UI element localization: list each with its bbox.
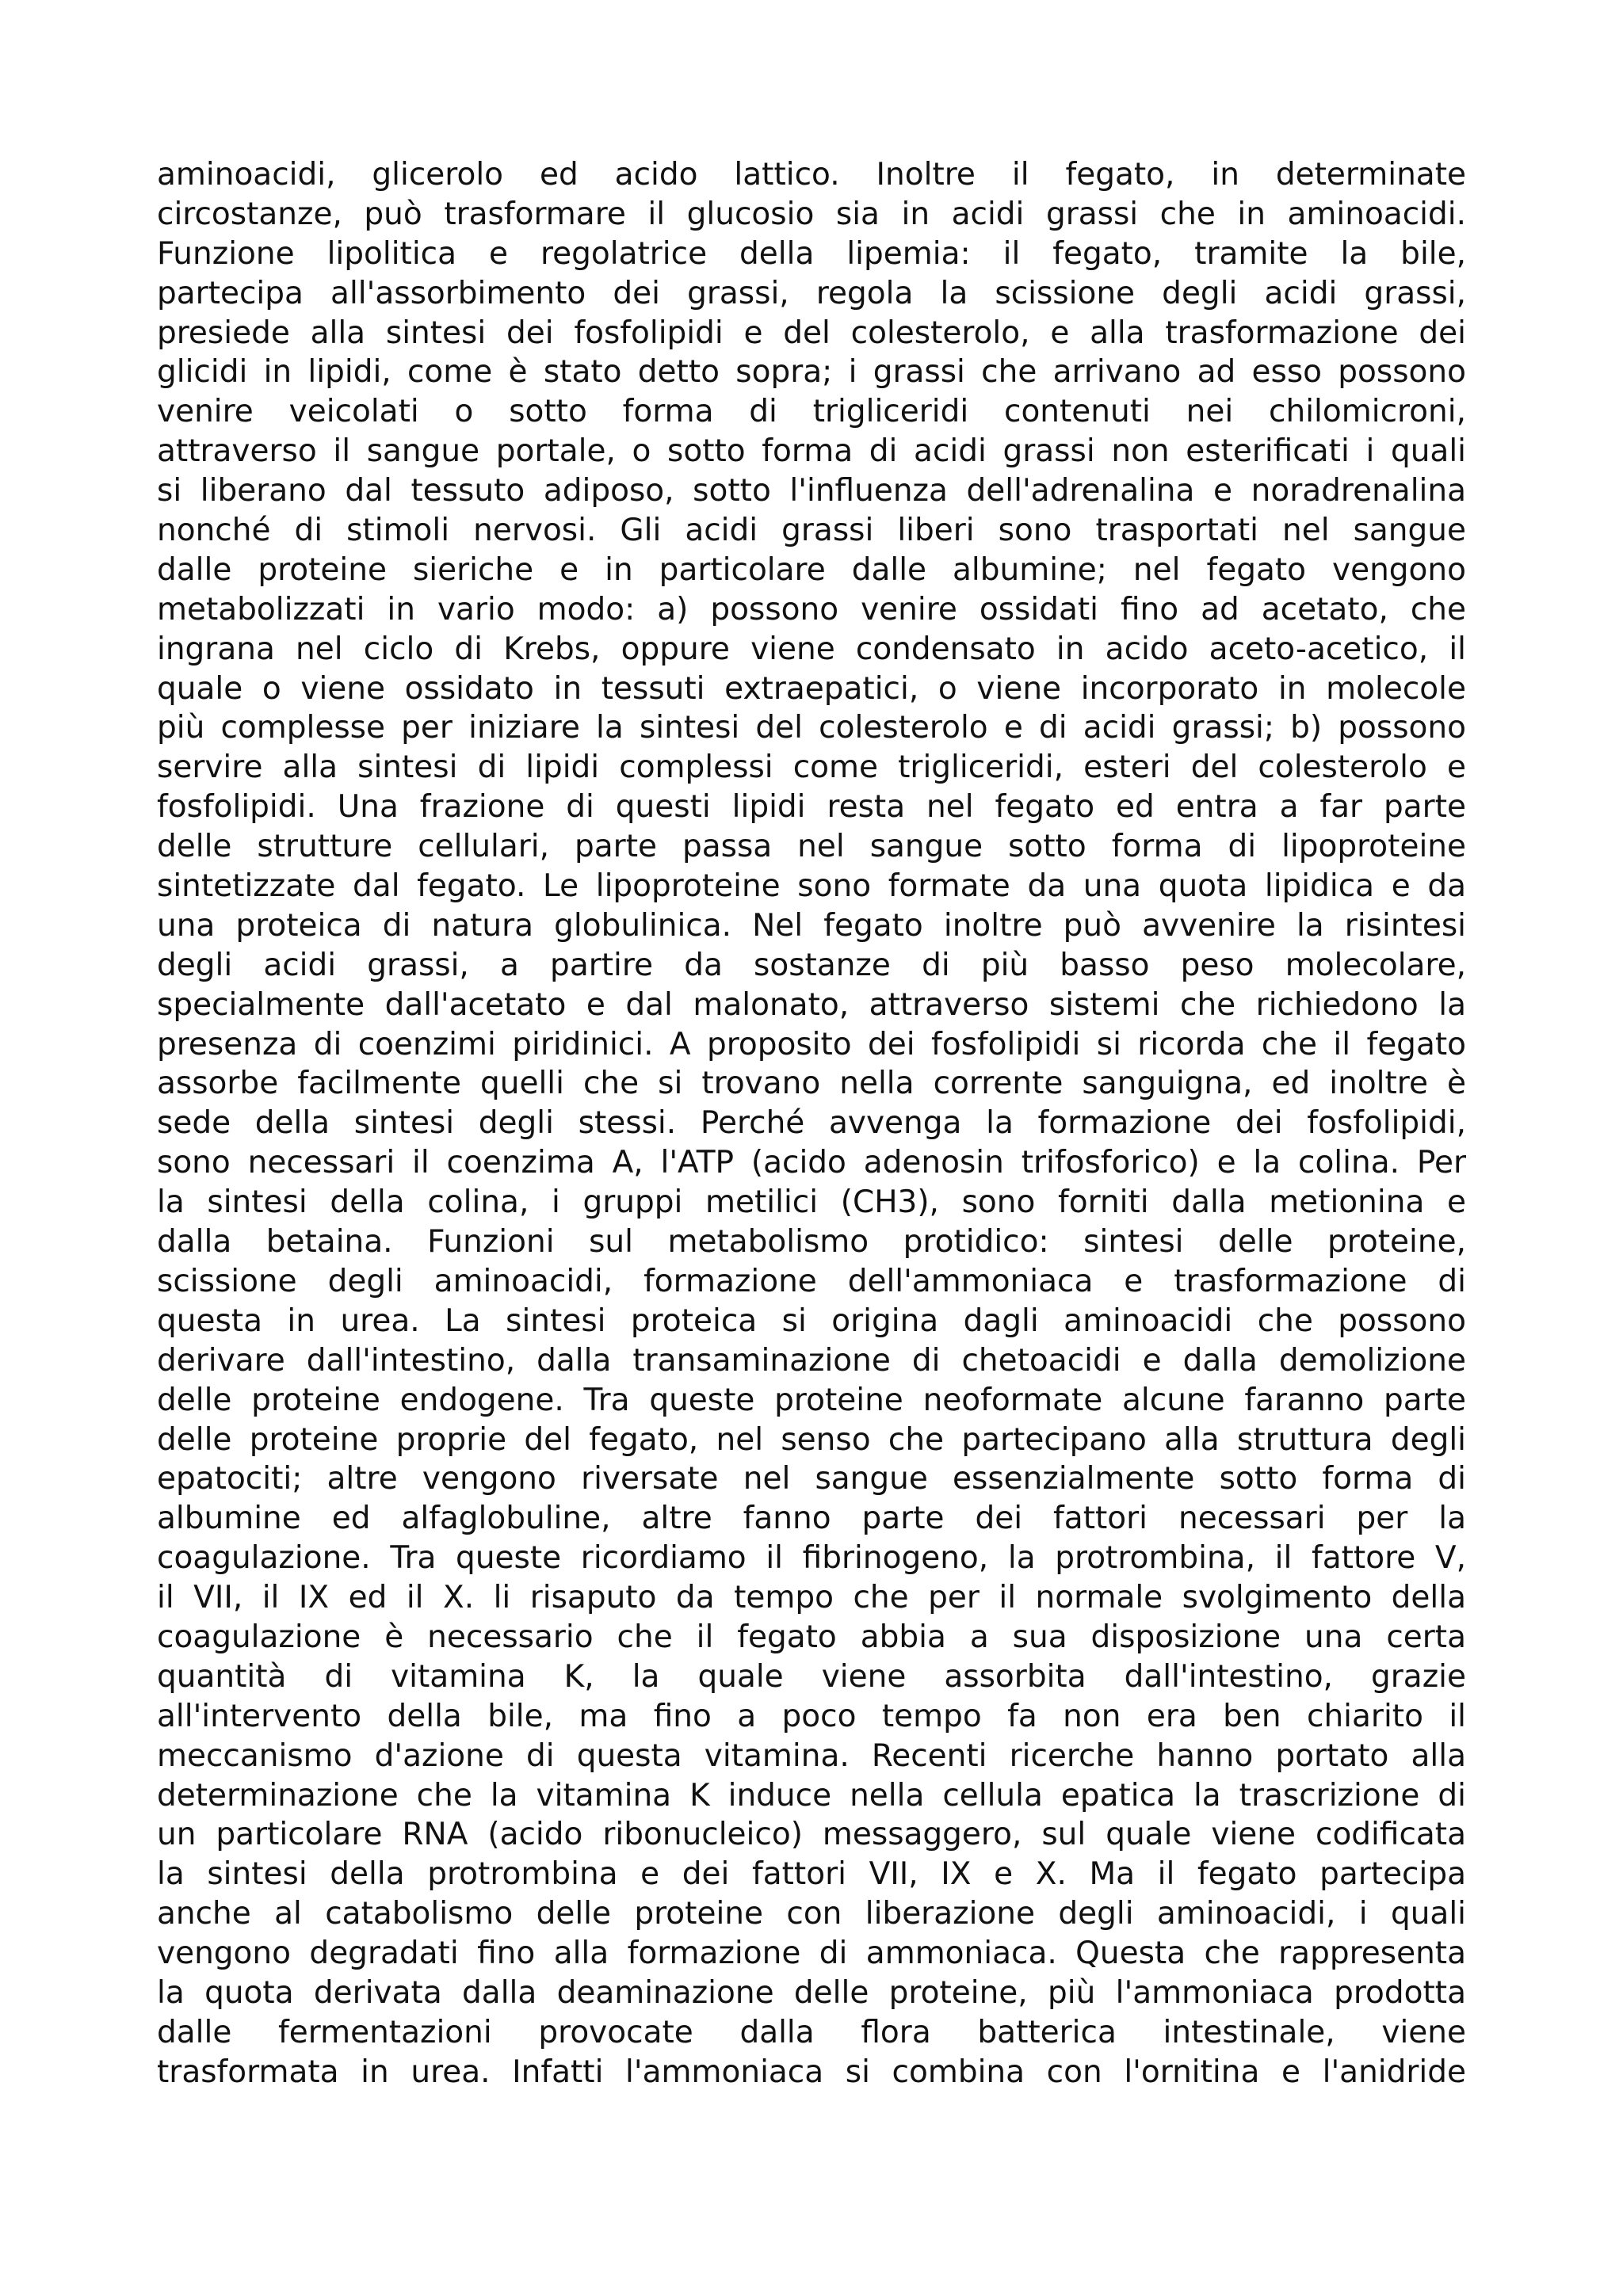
- text-line: delle proteine proprie del fegato, nel senso che partecipano alla struttura degli: [157, 1421, 1466, 1458]
- text-line: sintetizzate dal fegato. Le lipoproteine sono formate da una quota lipidica e da: [157, 868, 1466, 905]
- text-line: quale o viene ossidato in tessuti extraepatici, o viene incorporato in molecole: [157, 670, 1466, 707]
- text-line: un particolare RNA (acido ribonucleico) messaggero, sul quale viene codificata: [157, 1817, 1466, 1853]
- text-line: determinazione che la vitamina K induce nella cellula epatica la trascrizione di: [157, 1777, 1466, 1814]
- text-line: ingrana nel ciclo di Krebs, oppure viene condensato in acido aceto-acetico, il: [157, 631, 1466, 667]
- text-line: coagulazione. Tra queste ricordiamo il fibrinogeno, la protrombina, il fattore V,: [157, 1540, 1466, 1577]
- text-line: Funzione lipolitica e regolatrice della lipemia: il fegato, tramite la bile,: [157, 235, 1466, 272]
- text-line: si liberano dal tessuto adiposo, sotto l'influenza dell'adrenalina e noradrenalina: [157, 473, 1466, 509]
- text-line: servire alla sintesi di lipidi complessi come trigliceridi, esteri del colesterolo e: [157, 749, 1466, 786]
- text-line: fosfolipidi. Una frazione di questi lipidi resta nel fegato ed entra a far parte: [157, 789, 1466, 826]
- text-line: specialmente dall'acetato e dal malonato, attraverso sistemi che richiedono la: [157, 986, 1466, 1023]
- text-line: vengono degradati fino alla formazione di ammoniaca. Questa che rappresenta: [157, 1936, 1466, 1972]
- text-line: presenza di coenzimi piridinici. A proposito dei fosfolipidi si ricorda che il fegato: [157, 1026, 1466, 1062]
- text-line: la quota derivata dalla deaminazione delle proteine, più l'ammoniaca prodotta: [157, 1974, 1466, 2011]
- text-line: degli acidi grassi, a partire da sostanze di più basso peso molecolare,: [157, 947, 1466, 983]
- text-line: metabolizzati in vario modo: a) possono venire ossidati fino ad acetato, che: [157, 591, 1466, 627]
- text-line: sede della sintesi degli stessi. Perché avvenga la formazione dei fosfolipidi,: [157, 1105, 1466, 1142]
- text-line: glicidi in lipidi, come è stato detto sopra; i grassi che arrivano ad esso possono: [157, 354, 1466, 391]
- text-line: derivare dall'intestino, dalla transaminazione di chetoacidi e dalla demolizione: [157, 1342, 1466, 1379]
- text-line: venire veicolati o sotto forma di trigliceridi contenuti nei chilomicroni,: [157, 394, 1466, 430]
- text-line: trasformata in urea. Infatti l'ammoniaca si combina con l'ornitina e l'anidride: [157, 2054, 1466, 2090]
- text-line: all'intervento della bile, ma fino a poco tempo fa non era ben chiarito il: [157, 1698, 1466, 1734]
- text-line: coagulazione è necessario che il fegato abbia a sua disposizione una certa: [157, 1619, 1466, 1655]
- text-line: questa in urea. La sintesi proteica si origina dagli aminoacidi che possono: [157, 1302, 1466, 1339]
- text-line: dalla betaina. Funzioni sul metabolismo protidico: sintesi delle proteine,: [157, 1224, 1466, 1261]
- text-line: partecipa all'assorbimento dei grassi, regola la scissione degli acidi grassi,: [157, 275, 1466, 311]
- text-line: assorbe facilmente quelli che si trovano nella corrente sanguigna, ed inoltre è: [157, 1066, 1466, 1102]
- text-line: la sintesi della colina, i gruppi metilici (CH3), sono forniti dalla metionina e: [157, 1184, 1466, 1221]
- text-line: epatociti; altre vengono riversate nel sangue essenzialmente sotto forma di: [157, 1461, 1466, 1497]
- body-text: [157, 155, 1466, 2092]
- text-line: la sintesi della protrombina e dei fattori VII, IX e X. Ma il fegato partecipa: [157, 1856, 1466, 1893]
- text-line: quantità di vitamina K, la quale viene assorbita dall'intestino, grazie: [157, 1658, 1466, 1695]
- text-line: dalle proteine sieriche e in particolare dalle albumine; nel fegato vengono: [157, 551, 1466, 588]
- text-line: meccanismo d'azione di questa vitamina. Recenti ricerche hanno portato alla: [157, 1737, 1466, 1774]
- text-line: il VII, il IX ed il X. li risaputo da tempo che per il normale svolgimento della: [157, 1580, 1466, 1616]
- text-line: circostanze, può trasformare il glucosio sia in acidi grassi che in aminoacidi.: [157, 196, 1466, 232]
- text-line: sono necessari il coenzima A, l'ATP (acido adenosin trifosforico) e la colina. Per: [157, 1145, 1466, 1181]
- text-line: attraverso il sangue portale, o sotto forma di acidi grassi non esterificati i quali: [157, 433, 1466, 470]
- text-line: delle strutture cellulari, parte passa nel sangue sotto forma di lipoproteine: [157, 829, 1466, 865]
- text-line: una proteica di natura globulinica. Nel fegato inoltre può avvenire la risintesi: [157, 907, 1466, 944]
- text-line: albumine ed alfaglobuline, altre fanno parte dei fattori necessari per la: [157, 1501, 1466, 1537]
- text-line: anche al catabolismo delle proteine con liberazione degli aminoacidi, i quali: [157, 1896, 1466, 1932]
- text-line: aminoacidi, glicerolo ed acido lattico. Inoltre il fegato, in determinate: [157, 157, 1466, 193]
- text-line: più complesse per iniziare la sintesi del colesterolo e di acidi grassi; b) possono: [157, 710, 1466, 746]
- text-line: delle proteine endogene. Tra queste proteine neoformate alcune faranno parte: [157, 1382, 1466, 1418]
- text-line: nonché di stimoli nervosi. Gli acidi grassi liberi sono trasportati nel sangue: [157, 513, 1466, 549]
- text-line: scissione degli aminoacidi, formazione dell'ammoniaca e trasformazione di: [157, 1263, 1466, 1299]
- text-line: presiede alla sintesi dei fosfolipidi e del colesterolo, e alla trasformazione dei: [157, 315, 1466, 351]
- text-line: dalle fermentazioni provocate dalla flora batterica intestinale, viene: [157, 2014, 1466, 2050]
